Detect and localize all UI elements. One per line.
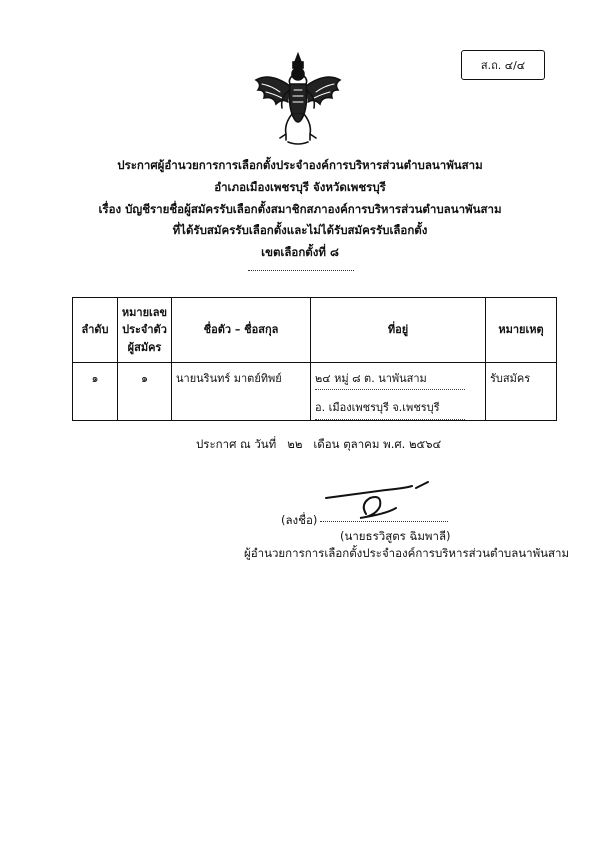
header-subject-continued: ที่ได้รับสมัครรับเลือกตั้งและไม่ได้รับสมัครรับเลือกตั้ง	[172, 223, 428, 237]
signer-position: ผู้อำนวยการการเลือกตั้งประจำองค์การบริหารส่วนตำบลนาพันสาม	[244, 546, 570, 560]
col-header-address: ที่อยู่	[311, 298, 486, 363]
announce-month: ตุลาคม	[343, 437, 380, 451]
announce-prefix: ประกาศ ณ วันที่	[196, 437, 277, 451]
header-separator	[248, 270, 354, 271]
header-title-line: ประกาศผู้อำนวยการการเลือกตั้งประจำองค์การบริหารส่วนตำบลนาพันสาม	[117, 158, 483, 172]
candidate-table	[72, 297, 557, 421]
col-header-number-line1: หมายเลข	[121, 306, 168, 320]
table-row	[73, 363, 557, 421]
cell-remark: รับสมัคร	[486, 363, 557, 421]
header-constituency: เขตเลือกตั้งที่ ๘	[261, 245, 339, 259]
announce-day: ๒๒	[287, 437, 303, 451]
cell-seq: ๑	[73, 363, 118, 421]
col-header-number-line2: ประจำตัว	[122, 323, 167, 337]
cell-address	[311, 363, 486, 421]
signature-line	[320, 521, 448, 522]
cell-number: ๑	[118, 363, 172, 421]
announce-month-label: เดือน	[313, 437, 340, 451]
announce-year-label: พ.ศ.	[383, 437, 406, 451]
cell-name: นายนรินทร์ มาตย์ทิพย์	[172, 363, 311, 421]
col-header-remark: หมายเหตุ	[486, 298, 557, 363]
table-header-row	[73, 298, 557, 363]
col-header-number	[118, 298, 172, 363]
form-code-text: ส.ถ. ๔/๔	[480, 59, 526, 72]
col-header-number-line3: ผู้สมัคร	[127, 340, 162, 354]
col-header-seq: ลำดับ	[73, 298, 118, 363]
col-header-name: ชื่อตัว – ชื่อสกุล	[172, 298, 311, 363]
signed-label: (ลงชื่อ)	[281, 513, 318, 527]
signer-name: (นายธรวิสูตร ฉิมพาลี)	[340, 529, 451, 543]
cell-address-line2: อ. เมืองเพชรบุรี จ.เพชรบุรี	[315, 398, 465, 420]
header-subject-line: เรื่อง บัญชีรายชื่อผู้สมัครรับเลือกตั้งสมาชิกสภาองค์การบริหารส่วนตำบลนาพันสาม	[98, 202, 502, 216]
cell-address-line1: ๒๔ หมู่ ๘ ต. นาพันสาม	[315, 369, 465, 390]
header-district-line: อำเภอเมืองเพชรบุรี จังหวัดเพชรบุรี	[214, 180, 386, 194]
garuda-emblem-icon	[248, 50, 348, 150]
form-code-box	[461, 50, 545, 80]
announcement-date	[196, 436, 441, 454]
announce-year: ๒๕๖๔	[408, 437, 442, 451]
